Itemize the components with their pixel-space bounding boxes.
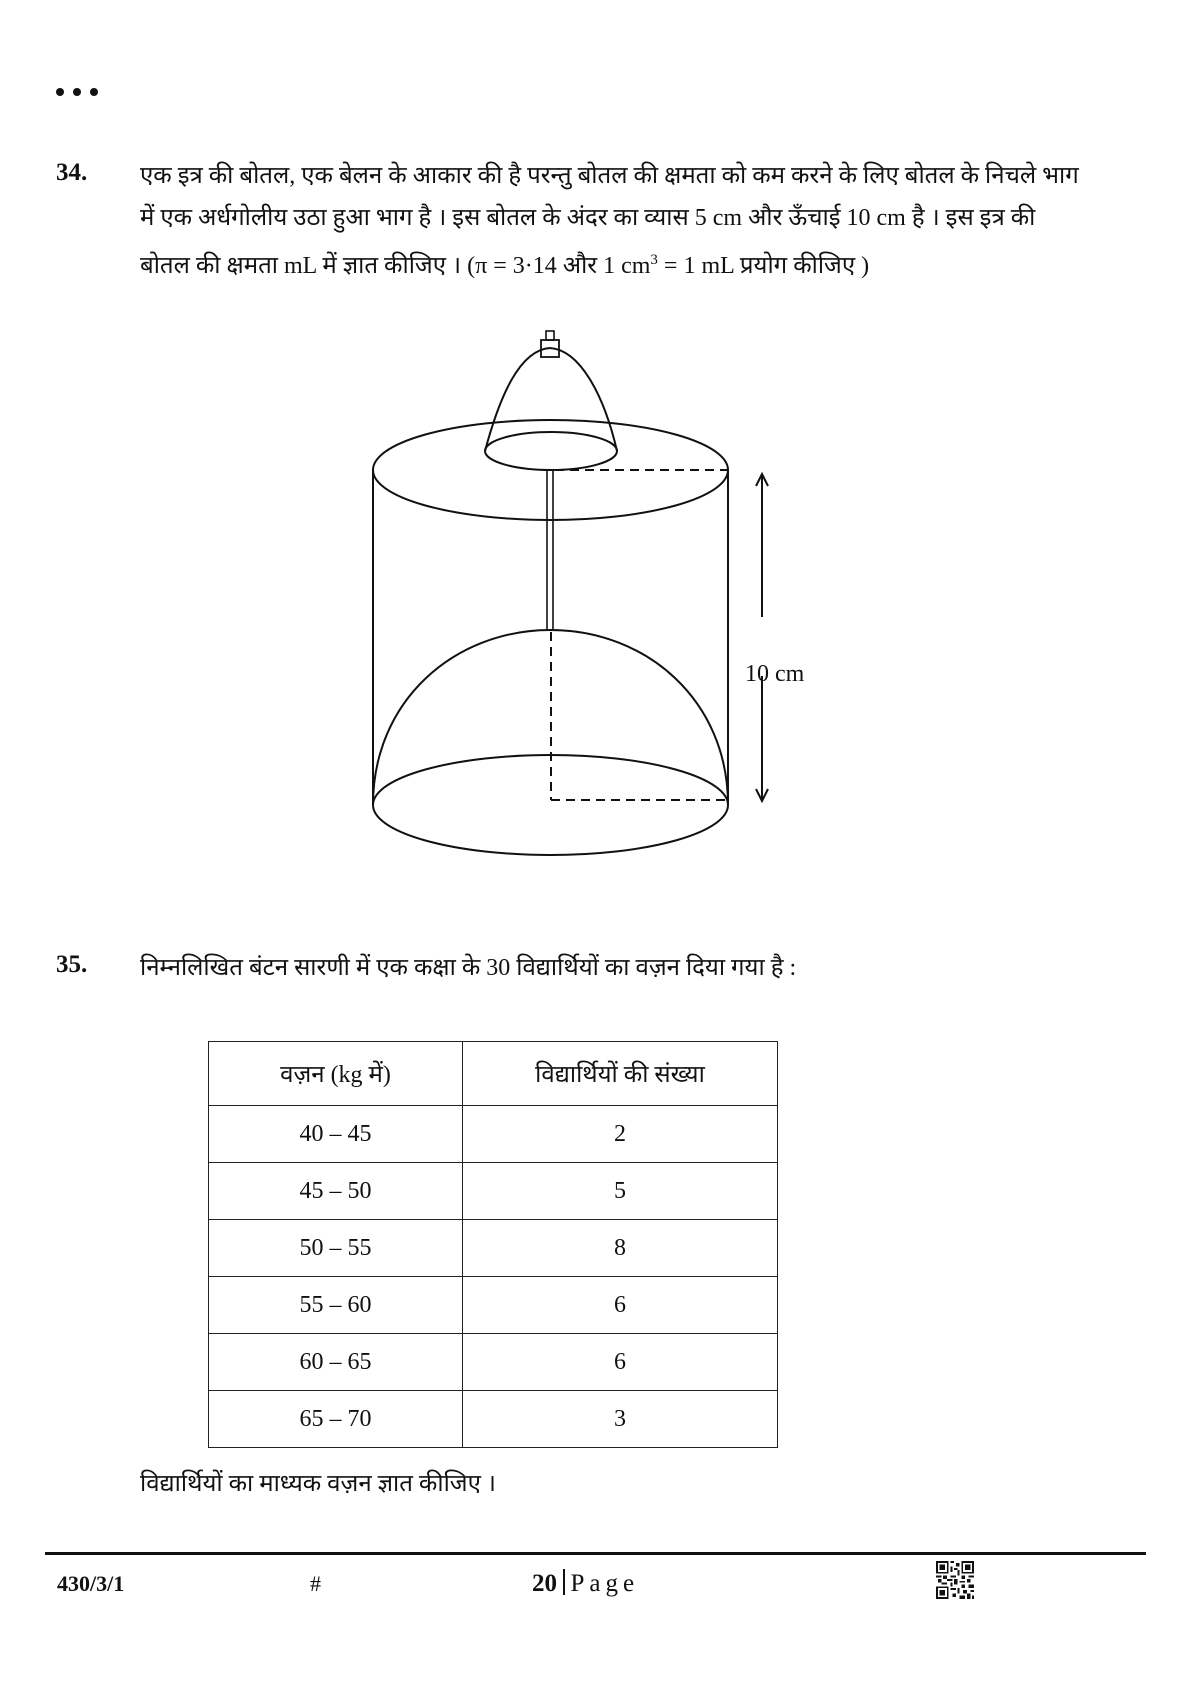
nozzle-top-rect	[546, 331, 554, 340]
page-indicator	[532, 1569, 639, 1598]
question-number-35: 35.	[56, 951, 88, 978]
cap-bell	[485, 348, 617, 451]
table-header-row	[209, 1042, 778, 1106]
question-number-34: 34.	[56, 159, 88, 186]
height-label: 10 cm	[745, 661, 805, 687]
student-count: 2	[463, 1106, 778, 1163]
header-weight: वज़न (kg में)	[209, 1042, 463, 1106]
hemisphere-dome	[373, 630, 728, 805]
table-row	[209, 1277, 778, 1334]
weight-distribution-table	[208, 1041, 778, 1448]
table-row	[209, 1391, 778, 1448]
table-row	[209, 1334, 778, 1391]
dot-icon	[56, 88, 64, 96]
weight-range: 55 – 60	[209, 1277, 463, 1334]
student-count: 5	[463, 1163, 778, 1220]
student-count: 6	[463, 1277, 778, 1334]
header-student-count: विद्यार्थियों की संख्या	[463, 1042, 778, 1106]
table-row	[209, 1106, 778, 1163]
continuation-dots	[56, 88, 98, 96]
paper-code: 430/3/1	[57, 1571, 125, 1596]
dot-icon	[73, 88, 81, 96]
student-count: 6	[463, 1334, 778, 1391]
question-34-text-end: = 1 mL प्रयोग कीजिए )	[657, 253, 870, 279]
footer-divider	[45, 1552, 1146, 1555]
weight-range: 45 – 50	[209, 1163, 463, 1220]
weight-range: 65 – 70	[209, 1391, 463, 1448]
table-row	[209, 1163, 778, 1220]
question-text-35: निम्नलिखित बंटन सारणी में एक कक्षा के 30 विद्यार्थियों का वज़न दिया गया है :	[140, 955, 797, 981]
table-row	[209, 1220, 778, 1277]
weight-range: 40 – 45	[209, 1106, 463, 1163]
superscript-cube: 3	[650, 252, 658, 268]
student-count: 3	[463, 1391, 778, 1448]
question-34-text-main: एक इत्र की बोतल, एक बेलन के आकार की है परन्तु बोतल की क्षमता को कम करने के लिए बोतल के निचले भाग में एक अर्धगोलीय उठा हुआ भाग है । इस बोतल के अंदर का व्यास 5 cm और ऊँचाई 10 cm है । इस इत्र की बोतल की क्षमता mL में ज्ञात कीजिए । (π = 3·14 और 1 cm	[140, 163, 1079, 279]
footer-hash: #	[310, 1571, 321, 1596]
weight-range: 60 – 65	[209, 1334, 463, 1391]
page-word: Page	[570, 1570, 640, 1597]
weight-range: 50 – 55	[209, 1220, 463, 1277]
dot-icon	[90, 88, 98, 96]
student-count: 8	[463, 1220, 778, 1277]
page-separator	[563, 1569, 565, 1595]
perfume-bottle-figure	[340, 320, 840, 880]
question-35-instruction: विद्यार्थियों का माध्यक वज़न ज्ञात कीजिए ।	[140, 1471, 496, 1497]
qr-code-icon	[936, 1561, 974, 1599]
question-text-34	[140, 155, 1090, 287]
cap-base-ellipse	[485, 432, 617, 470]
page-number: 20	[532, 1570, 557, 1597]
